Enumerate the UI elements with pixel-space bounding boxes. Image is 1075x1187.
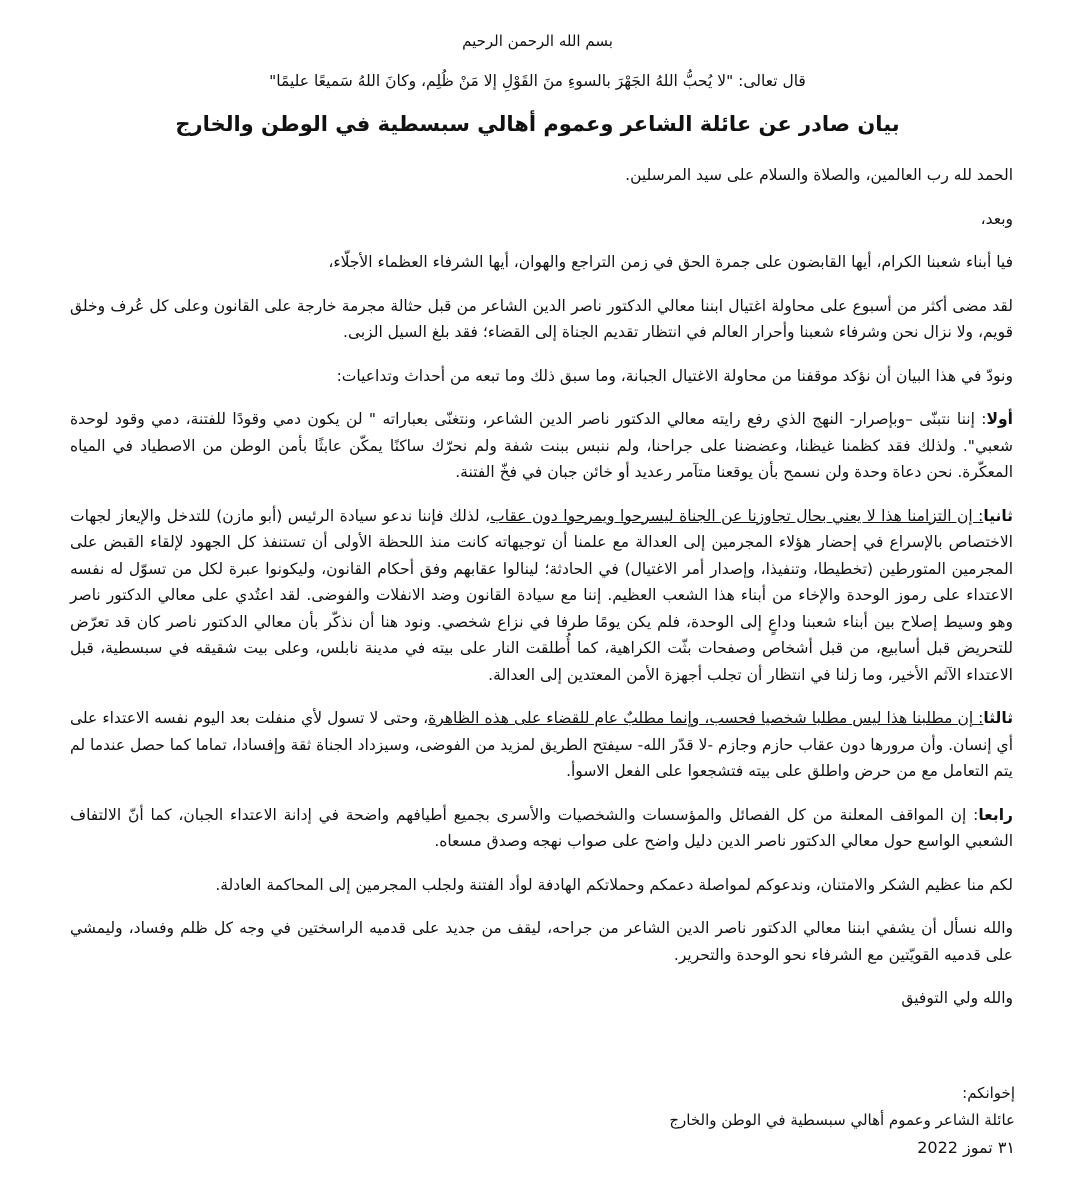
point-first-label: أولا bbox=[986, 410, 1013, 428]
point-first bbox=[70, 406, 1013, 486]
praise-line: الحمد لله رب العالمين، والصلاة والسلام على سيد المرسلين. bbox=[625, 166, 1013, 184]
basmala: بسم الله الرحمن الرحيم bbox=[462, 32, 613, 50]
point-second bbox=[70, 503, 1013, 689]
point-third-underlined: : إن مطلبنا هذا ليس مطلبا شخصيا فحسب، وإنما مطلبٌ عام للقضاء على هذه الظاهرة bbox=[428, 709, 984, 727]
point-third-label: ثالثا bbox=[983, 709, 1014, 727]
closing-line: والله ولي التوفيق bbox=[901, 989, 1013, 1007]
prayer-paragraph: والله نسأل أن يشفي ابننا معالي الدكتور ناصر الدين الشاعر من جراحه، ليقف من جديد على قدميه الراسختين في وجه كل ظلم وفساد، وليمشي على قدميه القويّتين مع الشرفاء نحو الوحدة والتحرير. bbox=[70, 919, 1013, 964]
quran-verse: قال تعالى: "لا يُحبُّ اللهُ الجَهْرَ بالسوءِ منَ القَوْلِ إلا مَنْ ظُلِم، وكانَ اللهُ سَميعًا عليمًا" bbox=[269, 72, 806, 90]
point-second-text: ، لذلك فإننا ندعو سيادة الرئيس (أبو مازن) للتدخل والإيعاز لجهات الاختصاص بالإسراع في إحضار هؤلاء المجرمين إلى العدالة مع علمنا أن توجيهاته كانت منذ اللحظة الأولى أن تستنفذ كل الجهود لإلقاء القبض على المجرمين المتورطين (تخطيطا، وتنفيذا، وإصدار أمر الاغتيال) في الحادثة؛ لينالوا عقابهم وفق أحكام القانون، وليكونوا عبرة لكل من تسوّل له نفسه الاعتداء على رموز الوحدة والإخاء من أبناء هذا الشعب العظيم. إننا مع سيادة القانون وضد الانفلات والفوضى. لقد اعتُدي على معالي الدكتور ناصر وهو وسيط إصلاح بين أبناء شعبنا وداعٍ إلى الوحدة، فلم يكن يومًا طرفا في نزاع شخصي. ونود هنا أن نذكّر بأن معالي الدكتور ناصر كان قد تعرّض للتحريض قبل أسابيع، من قبل أشخاص وصفحات بثّت الكراهية، كما أُطلقت النار على بيته في مدينة نابلس، وعلى بيت شقيقه في سبسطية، قبل الاعتداء الآثم الأخير، وما زلنا في انتظار أن تجلب أجهزة الأمن المعتدين إلى العدالة. bbox=[70, 506, 1013, 684]
signature-block bbox=[565, 1080, 1015, 1161]
point-fourth bbox=[70, 802, 1013, 855]
signature-name: عائلة الشاعر وعموم أهالي سبسطية في الوطن والخارج bbox=[669, 1111, 1015, 1129]
address-paragraph: فيا أبناء شعبنا الكرام، أيها القابضون على جمرة الحق في زمن التراجع والهوان، أيها الشرفاء العظماء الأجلّاء، bbox=[328, 253, 1013, 271]
point-fourth-text: : إن المواقف المعلنة من كل الفصائل والمؤسسات والشخصيات والأسرى بجميع أطيافهم واضحة في إدانة الاعتداء الجبان، كما أنّ الالتفاف الشعبي الواسع حول معالي الدكتور ناصر الدين دليل واضح على صواب نهجه وصدق مسعاه. bbox=[70, 805, 1013, 850]
signature-date: ٣١ تموز 2022 bbox=[917, 1138, 1015, 1157]
thanks-paragraph: لكم منا عظيم الشكر والامتنان، وندعوكم لمواصلة دعمكم وحملاتكم الهادفة لوأد الفتنة ولجلب المجرمين إلى المحاكمة العادلة. bbox=[215, 875, 1013, 894]
point-fourth-label: رابعا bbox=[978, 805, 1013, 824]
point-second-underlined: : إن التزامنا هذا لا يعني بحال تجاوزنا عن الجناة ليسرحوا ويمرحوا دون عقاب bbox=[490, 506, 984, 525]
point-third-text: ، وحتى لا تسول لأي منفلت بعد اليوم نفسه الاعتداء على أي إنسان. وأن مرورها دون عقاب حازم وجازم -لا قدّر الله- سيفتح الطريق لمزيد من الفوضى، وسيزداد الجناة ثقة وإفسادا، تماما كما حصل عندما لم يتم التعامل مع من حرض واطلق على بيته فتشجعوا على الفعل الاسوأ. bbox=[70, 709, 1013, 780]
point-third bbox=[70, 705, 1013, 785]
intro-paragraph: لقد مضى أكثر من أسبوع على محاولة اغتيال ابننا معالي الدكتور ناصر الدين الشاعر من قبل حثالة مجرمة خارجة على القانون وعلى كل عُرف وخلق قويم، ولا نزال نحن وشرفاء شعبنا وأحرار العالم في انتظار تقديم الجناة إلى القضاء؛ فقد بلغ السيل الزبى. bbox=[70, 296, 1013, 341]
point-second-label: ثانيا bbox=[983, 506, 1013, 525]
signature-greeting: إخوانكم: bbox=[962, 1084, 1015, 1102]
statement-title: بيان صادر عن عائلة الشاعر وعموم أهالي سبسطية في الوطن والخارج bbox=[175, 112, 900, 136]
point-first-text: : إننا نتبنّى –وبإصرار- النهج الذي رفع رايته معالي الدكتور ناصر الدين الشاعر، ونتغنّى بعباراته " لن يكون دمي وقودًا للفتنة، دمي وقود لوحدة شعبي". ولذلك فقد كظمنا غيظنا، وعضضنا على جراحنا، ولم ننبس ببنت شفة ولم نحرّك ساكنًا يمكّن عابثًا بأمن الوطن من الاصطياد في المياه المعكّرة. نحن دعاة وحدة ولن نسمح بأن يوقعنا متآمر رعديد أو خائن جبان في فخّ الفتنة. bbox=[70, 410, 1013, 481]
wabaad-line: وبعد، bbox=[980, 209, 1013, 228]
purpose-paragraph: ونودّ في هذا البيان أن نؤكد موقفنا من محاولة الاغتيال الجبانة، وما سبق ذلك وما تبعه من أحداث وتداعيات: bbox=[336, 366, 1013, 385]
statement-body bbox=[70, 162, 1013, 1029]
